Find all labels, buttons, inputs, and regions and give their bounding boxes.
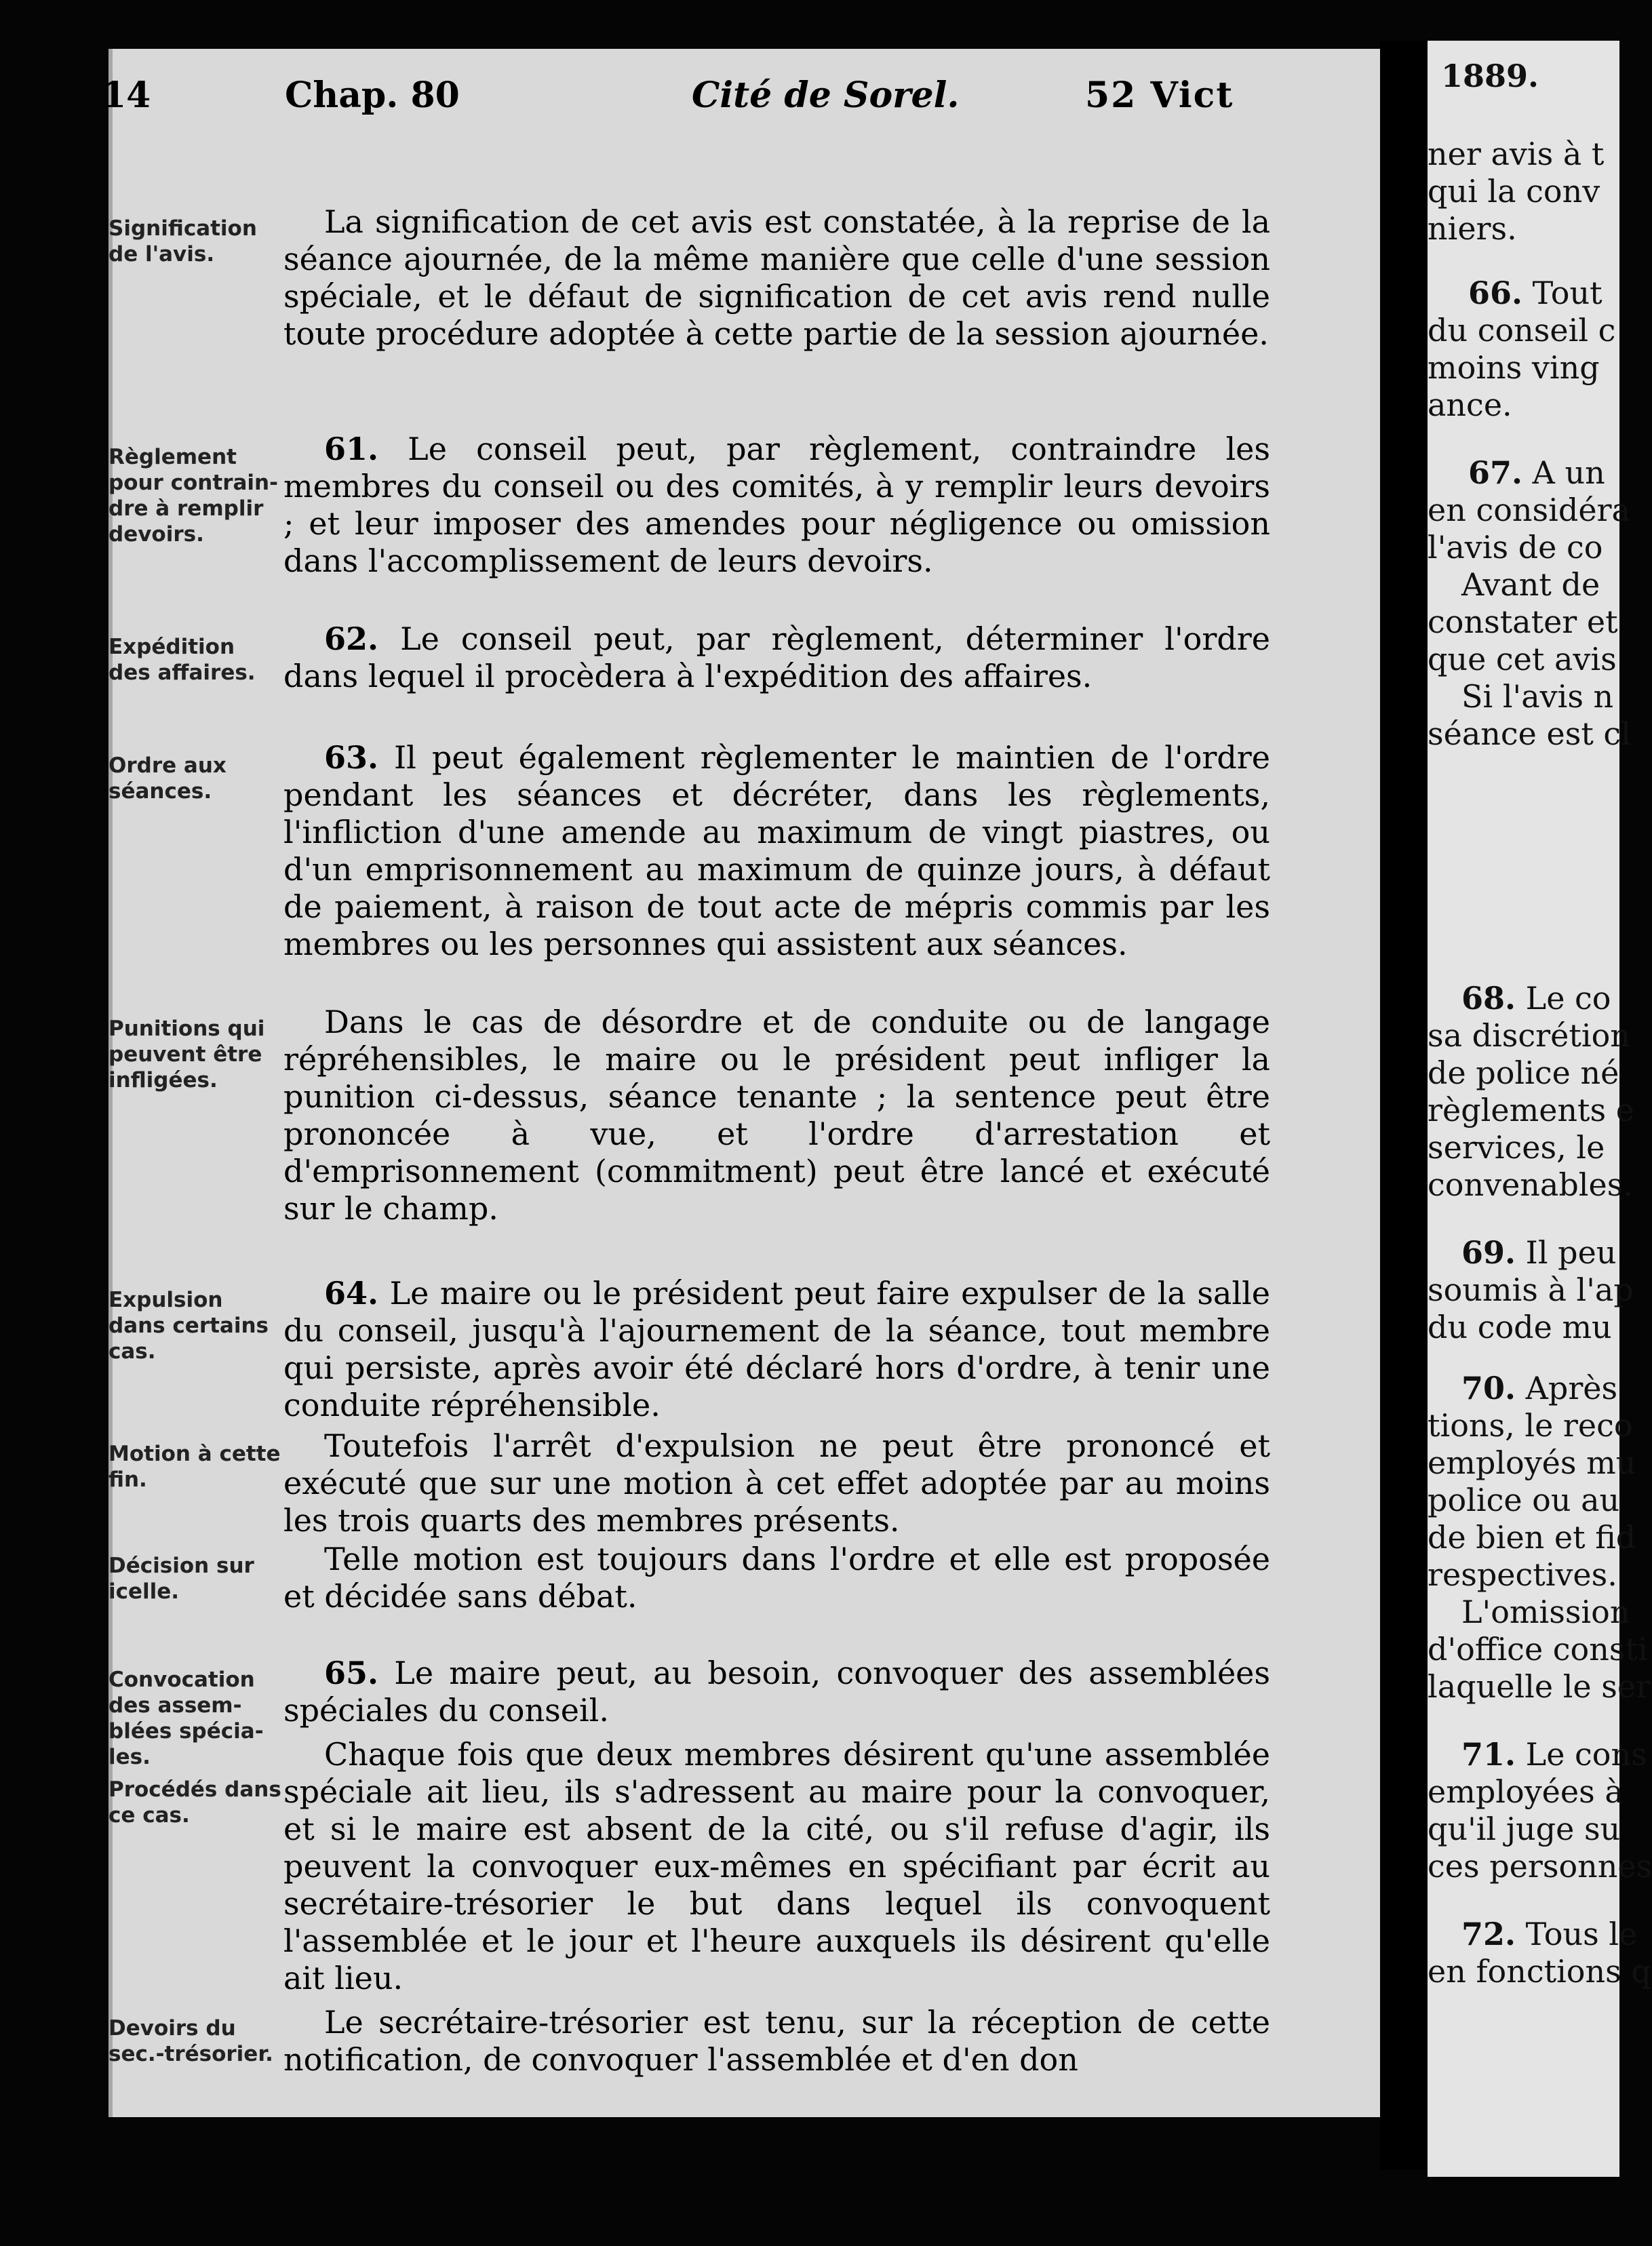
margin-note: Convocation des assem- blées spécia- les. — [109, 1668, 264, 1769]
margin-note: Expédition des affaires. — [109, 635, 256, 685]
margin-note: Motion à cette fin. — [109, 1442, 281, 1492]
text-line: moins ving — [1428, 349, 1600, 386]
paragraph: Chaque fois que deux membres désirent qu'une assemblée spéciale ait lieu, ils s'adressent au maire pour la convoquer, et si le maire est absent de la cité, ou s'il refuse d'agir, ils peuvent la convoquer eux-mêmes en spécifiant par écrit au secrétaire-trésorier le but dans lequel ils convoquent l'assemblée et le jour et l'heure auxquels ils désirent qu'elle ait lieu. — [283, 1736, 1270, 1996]
text-line: Avant de — [1461, 566, 1600, 603]
chapter-label: Chap. 80 — [285, 75, 460, 116]
margin-note: Signification de l'avis. — [109, 216, 257, 267]
text-line: 67. A un — [1468, 454, 1605, 491]
text-line: 69. Il peu — [1461, 1234, 1617, 1271]
regnal-year: 52 Vict — [1085, 75, 1234, 116]
section-number: 69. — [1461, 1234, 1516, 1271]
text-line: de police né — [1428, 1055, 1619, 1091]
margin-note: Règlement pour contrain- dre à remplir devoirs. — [109, 445, 278, 547]
text-line: 68. Le co — [1461, 980, 1611, 1017]
text-line: 66. Tout — [1468, 275, 1602, 311]
right-page-year: 1889. — [1441, 58, 1539, 94]
city-title: Cité de Sorel. — [692, 75, 960, 116]
text-line: que cet avis — [1428, 641, 1617, 677]
margin-note: Devoirs du sec.-trésorier. — [109, 2016, 273, 2066]
section-number: 72. — [1461, 1916, 1516, 1952]
section-number: 64. — [324, 1275, 379, 1312]
margin-note: Décision sur icelle. — [109, 1554, 254, 1604]
section-64: 64. Le maire ou le président peut faire expulser de la salle du conseil, jusqu'à l'ajournement de la séance, tout membre qui persiste, après avoir été déclaré hors d'ordre, à tenir une conduite répréhensible. — [283, 1275, 1270, 1423]
section-number: 67. — [1468, 454, 1523, 491]
section-number: 61. — [324, 431, 379, 467]
section-number: 71. — [1461, 1736, 1516, 1773]
section-62: 62. Le conseil peut, par règlement, déterminer l'ordre dans lequel il procèdera à l'expédition des affaires. — [283, 620, 1270, 694]
section-63: 63. Il peut également règlementer le maintien de l'ordre pendant les séances et décréter, dans les règlements, l'infliction d'une amende au maximum de vingt piastres, ou d'un emprisonnement au maximum de quinze jours, à défaut de paiement, à raison de tout acte de mépris commis par les membres ou les personnes qui assistent aux séances. — [283, 739, 1270, 962]
text-line: Si l'avis n — [1461, 678, 1614, 715]
text-line: séance est cl — [1428, 715, 1631, 752]
text-line: L'omission — [1461, 1594, 1630, 1630]
text-line: employées à — [1428, 1773, 1624, 1810]
text-line: 70. Après — [1461, 1370, 1618, 1406]
text-line: qui la conv — [1428, 173, 1600, 210]
paragraph: Dans le cas de désordre et de conduite ou de langage répréhensibles, le maire ou le président peut infliger la punition ci-dessus, séance tenante ; la sentence peut être prononcée à vue, et l'ordre d'arrestation et d'emprisonnement (commitment) peut être lancé et exécuté sur le champ. — [283, 1004, 1270, 1227]
margin-note: Procédés dans ce cas. — [109, 1777, 281, 1828]
page-number: 14 — [102, 75, 151, 116]
text-line: ance. — [1428, 387, 1512, 423]
section-number: 65. — [324, 1655, 379, 1691]
text-line: en fonctions q — [1428, 1953, 1651, 1990]
text-line: niers. — [1428, 210, 1517, 247]
paragraph: Le secrétaire-trésorier est tenu, sur la réception de cette notification, de convoquer l'assemblée et d'en don — [283, 2004, 1270, 2078]
text-line: convenables. — [1428, 1166, 1633, 1203]
running-header — [102, 75, 1268, 129]
text-line: qu'il juge su — [1428, 1811, 1621, 1847]
text-line: l'avis de co — [1428, 529, 1603, 566]
text-line: employés mu — [1428, 1444, 1636, 1481]
section-number: 63. — [324, 739, 379, 776]
text-line: de bien et fid — [1428, 1519, 1636, 1556]
paragraph: Toutefois l'arrêt d'expulsion ne peut être prononcé et exécuté que sur une motion à cet effet adoptée par au moins les trois quarts des membres présents. — [283, 1427, 1270, 1539]
text-line: 71. Le cons — [1461, 1736, 1647, 1773]
margin-note: Expulsion dans certains cas. — [109, 1288, 269, 1364]
section-65: 65. Le maire peut, au besoin, convoquer des assemblées spéciales du conseil. — [283, 1655, 1270, 1729]
text-line: du conseil c — [1428, 312, 1616, 349]
section-number: 70. — [1461, 1370, 1516, 1406]
section-number: 66. — [1468, 275, 1523, 311]
text-line: ner avis à t — [1428, 136, 1605, 172]
paragraph: La signification de cet avis est constatée, à la reprise de la séance ajournée, de la même manière que celle d'une session spéciale, et le défaut de signification de cet avis rend nulle toute procédure adoptée à cette partie de la session ajournée. — [283, 203, 1270, 352]
text-line: soumis à l'ap — [1428, 1272, 1634, 1308]
section-61: 61. Le conseil peut, par règlement, contraindre les membres du conseil ou des comités, à y remplir leurs devoirs ; et leur imposer des amendes pour négligence ou omission dans l'accomplissement de leurs devoirs. — [283, 431, 1271, 579]
text-line: services, le — [1428, 1129, 1605, 1166]
text-line: police ou au — [1428, 1482, 1620, 1518]
margin-note: Ordre aux séances. — [109, 753, 227, 804]
margin-note: Punitions qui peuvent être infligées. — [109, 1017, 265, 1092]
text-line: ces personnes — [1428, 1848, 1652, 1885]
text-line: sa discrétion — [1428, 1017, 1630, 1054]
right-page — [1428, 41, 1652, 2177]
paragraph: Telle motion est toujours dans l'ordre et elle est proposée et décidée sans débat. — [283, 1541, 1270, 1615]
text-line: 72. Tous le — [1461, 1916, 1638, 1952]
text-line: laquelle le ser — [1428, 1668, 1651, 1705]
text-line: d'office consti — [1428, 1631, 1648, 1668]
section-number: 68. — [1461, 980, 1516, 1017]
section-number: 62. — [324, 620, 379, 657]
text-line: tions, le reco — [1428, 1407, 1633, 1444]
text-line: du code mu — [1428, 1309, 1612, 1345]
text-line: constater et — [1428, 604, 1618, 640]
book-spine — [1380, 41, 1434, 2170]
text-line: respectives. — [1428, 1556, 1617, 1593]
text-line: en considéra — [1428, 492, 1630, 528]
text-line: règlements e — [1428, 1092, 1634, 1128]
